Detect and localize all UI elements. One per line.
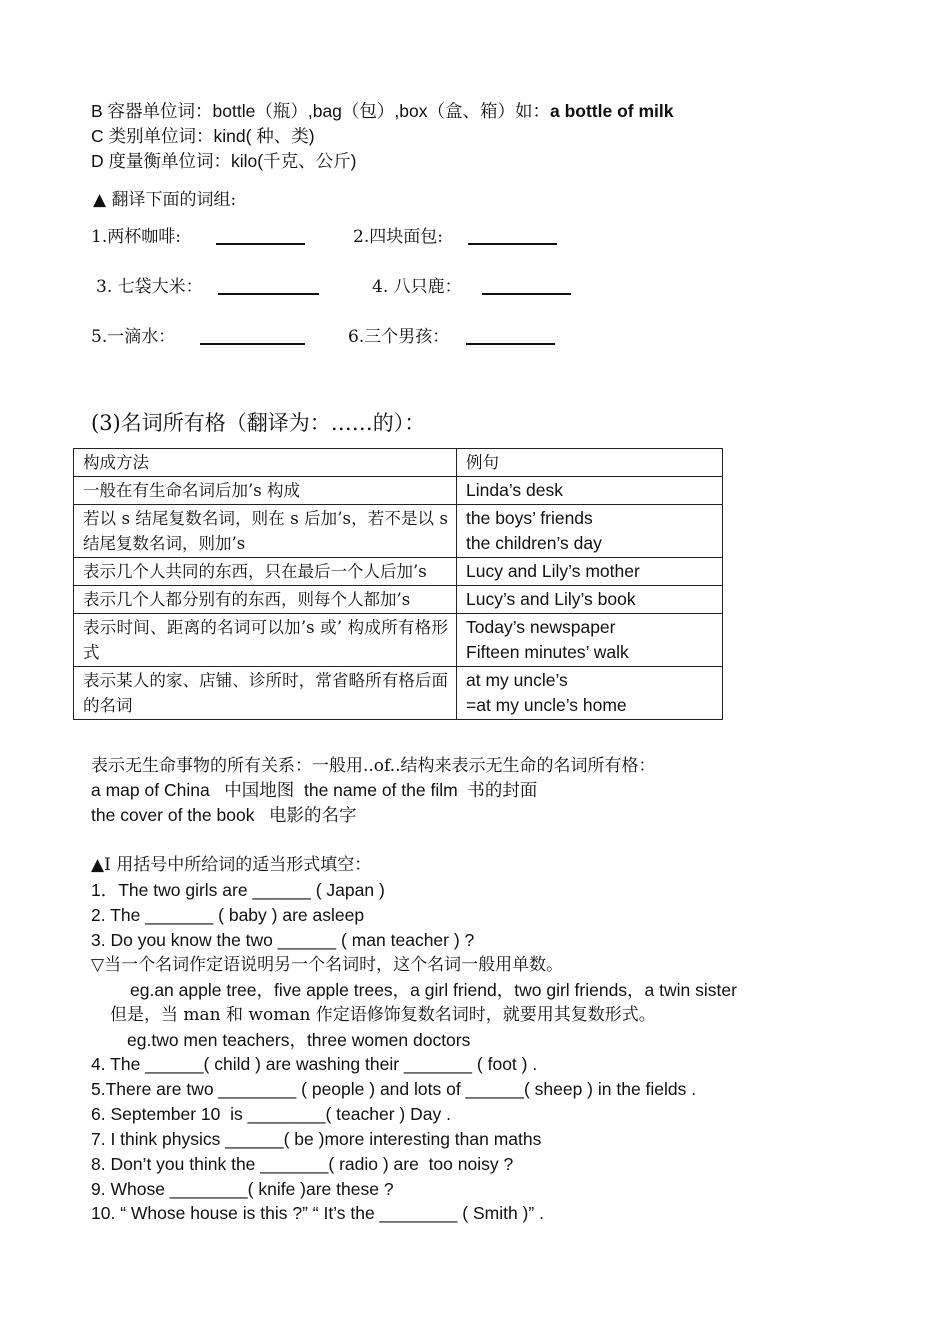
example-text: Linda’s desk bbox=[466, 480, 563, 500]
question-3: 3. Do you know the two ______ ( man teacher ) ? bbox=[91, 930, 475, 950]
example-cell bbox=[457, 586, 723, 614]
translate-item-2: 2.四块面包: bbox=[353, 227, 443, 247]
grammar-note-1: ▽当一个名词作定语说明另一个名词时，这个名词一般用单数。 bbox=[91, 955, 564, 975]
inanimate-note: 表示无生命事物的所有关系：一般用..of..结构来表示无生命的名词所有格： bbox=[91, 756, 656, 776]
question-5: 5.There are two ________ ( people ) and lots of ______( sheep ) in the fields . bbox=[91, 1079, 697, 1099]
inanimate-example-2: the cover of the book 电影的名字 bbox=[91, 805, 357, 825]
example-text: =at my uncle’s home bbox=[466, 695, 627, 715]
method-cell: 一般在有生命名词后加’s 构成 bbox=[74, 477, 457, 505]
unit-b-example: a bottle of milk bbox=[549, 101, 674, 121]
possessive-table bbox=[73, 448, 723, 720]
example-cell bbox=[457, 558, 723, 586]
question-4: 4. The ______( child ) are washing their _______ ( foot ) . bbox=[91, 1054, 538, 1074]
table-row bbox=[74, 505, 723, 558]
example-text: at my uncle’s bbox=[466, 670, 568, 690]
exercise-title: ▲Ⅰ 用括号中所给词的适当形式填空： bbox=[91, 855, 372, 875]
question-7: 7. I think physics ______( be )more interesting than maths bbox=[91, 1129, 542, 1149]
table-header-row bbox=[74, 449, 723, 477]
method-cell: 表示时间、距离的名词可以加’s 或’ 构成所有格形式 bbox=[74, 614, 457, 667]
translate-item-1: 1.两杯咖啡: bbox=[91, 227, 181, 247]
method-cell: 表示某人的家、店铺、诊所时，常省略所有格后面的名词 bbox=[74, 667, 457, 720]
question-1: 1．The two girls are ______ ( Japan ) bbox=[91, 880, 385, 900]
table-row bbox=[74, 477, 723, 505]
table-row bbox=[74, 614, 723, 667]
method-cell: 若以 s 结尾复数名词，则在 s 后加’s，若不是以 s 结尾复数名词，则加’s bbox=[74, 505, 457, 558]
translate-title: ▲ 翻译下面的词组: bbox=[93, 190, 237, 210]
answer-blank-6[interactable] bbox=[466, 325, 555, 351]
answer-blank-5[interactable] bbox=[200, 325, 305, 351]
answer-blank-2[interactable] bbox=[468, 225, 557, 251]
question-8: 8. Don’t you think the _______( radio ) are too noisy ? bbox=[91, 1154, 514, 1174]
inanimate-example-1: a map of China 中国地图 the name of the film 书的封面 bbox=[91, 780, 538, 800]
translate-item-6: 6.三个男孩： bbox=[348, 327, 450, 347]
example-text: Lucy and Lily’s mother bbox=[466, 561, 640, 581]
example-cell bbox=[457, 614, 723, 667]
example-cell bbox=[457, 505, 723, 558]
unit-d-line: D 度量衡单位词：kilo(千克、公斤) bbox=[91, 151, 357, 171]
col-header-example: 例句 bbox=[457, 449, 723, 477]
possessive-heading: (3)名词所有格（翻译为：……的）： bbox=[91, 411, 426, 435]
answer-blank-4[interactable] bbox=[482, 275, 571, 301]
example-cell bbox=[457, 477, 723, 505]
question-6: 6. September 10 is ________( teacher ) Day . bbox=[91, 1104, 451, 1124]
example-text: Lucy’s and Lily’s book bbox=[466, 589, 636, 609]
grammar-note-2: 但是，当 man 和 woman 作定语修饰复数名词时，就要用其复数形式。 bbox=[110, 1005, 656, 1025]
example-text: Fifteen minutes’ walk bbox=[466, 642, 629, 662]
translate-item-4: 4. 八只鹿： bbox=[372, 277, 462, 297]
example-text: Today’s newspaper bbox=[466, 617, 616, 637]
example-cell bbox=[457, 667, 723, 720]
question-9: 9. Whose ________( knife )are these ? bbox=[91, 1179, 394, 1199]
answer-blank-3[interactable] bbox=[218, 275, 319, 301]
translate-item-5: 5.一滴水： bbox=[91, 327, 176, 347]
unit-b-line bbox=[91, 99, 673, 123]
example-text: the children’s day bbox=[466, 533, 602, 553]
answer-blank-1[interactable] bbox=[216, 225, 305, 251]
question-2: 2. The _______ ( baby ) are asleep bbox=[91, 905, 365, 925]
unit-c-line: C 类别单位词：kind( 种、类) bbox=[91, 126, 315, 146]
translate-item-3: 3. 七袋大米： bbox=[96, 277, 203, 297]
example-text: the boys’ friends bbox=[466, 508, 593, 528]
grammar-example-2: eg.two men teachers，three women doctors bbox=[127, 1030, 471, 1050]
table-row bbox=[74, 667, 723, 720]
table-row bbox=[74, 586, 723, 614]
unit-b-label: B 容器单位词：bottle（瓶）,bag（包）,box（盒、箱）如： bbox=[91, 101, 550, 121]
question-10: 10. “ Whose house is this ?” “ It’s the ________ ( Smith )” . bbox=[91, 1203, 544, 1223]
grammar-example-1: eg.an apple tree，five apple trees，a girl friend，two girl friends，a twin sister bbox=[130, 980, 737, 1000]
table-row bbox=[74, 558, 723, 586]
method-cell: 表示几个人共同的东西，只在最后一个人后加’s bbox=[74, 558, 457, 586]
method-cell: 表示几个人都分别有的东西，则每个人都加’s bbox=[74, 586, 457, 614]
col-header-method: 构成方法 bbox=[74, 449, 457, 477]
